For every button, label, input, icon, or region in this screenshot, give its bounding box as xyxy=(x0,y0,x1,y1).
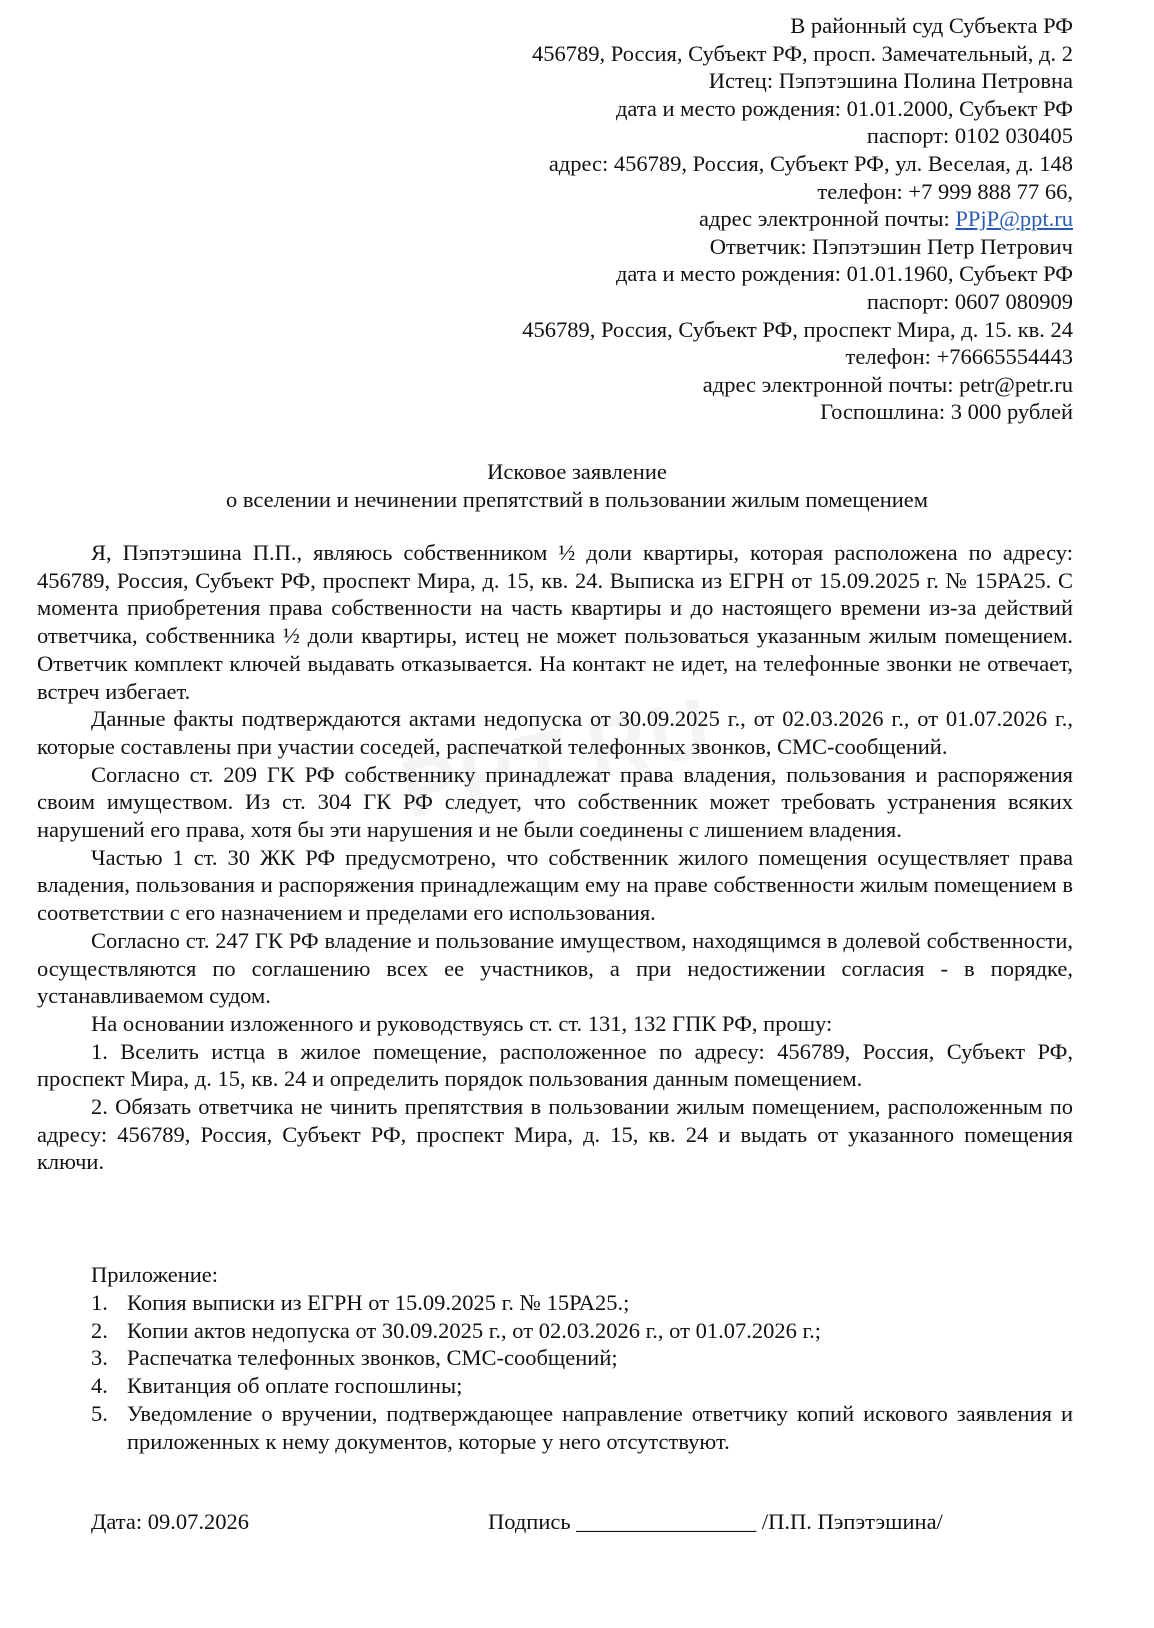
attachment-number: 5. xyxy=(91,1400,108,1426)
request-item: 2. Обязать ответчика не чинить препятствия в пользовании жилым помещением, расположенным по адресу: 456789, Россия, Субъект РФ, проспект Мира, д. 15, кв. 24 и выдать от указанного помещения ключи. xyxy=(37,1094,1073,1175)
paragraph: На основании изложенного и руководствуясь ст. ст. 131, 132 ГПК РФ, прошу: xyxy=(91,1010,833,1036)
subtitle-line: о вселении и нечинении препятствий в пользовании жилым помещением xyxy=(225,487,929,512)
defendant-passport: паспорт: 0607 080909 xyxy=(866,288,1073,314)
plaintiff-email-label: адрес электронной почты: xyxy=(698,206,956,232)
signature-footer xyxy=(0,1508,1154,1538)
attachment-text: Распечатка телефонных звонков, СМС-сообщений; xyxy=(127,1345,618,1371)
addressee-block xyxy=(522,12,1073,426)
court-name: В районный суд Субъекта РФ xyxy=(790,13,1073,38)
attachment-text: Копии актов недопуска от 30.09.2025 г., от 02.03.2026 г., от 01.07.2026 г.; xyxy=(127,1317,822,1343)
attachment-number: 2. xyxy=(91,1317,108,1343)
attachment-item xyxy=(37,1400,1073,1456)
paragraph: Согласно ст. 209 ГК РФ собственнику принадлежат права владения, пользования и распоряжения своим имуществом. Из ст. 304 ГК РФ следует, что собственник может требовать устранения всяких нарушений его права, хотя бы эти нарушения и не были соединены с лишением владения. xyxy=(37,761,1073,843)
attachment-text: Квитанция об оплате госпошлины; xyxy=(127,1373,463,1399)
plaintiff-birth: дата и место рождения: 01.01.2000, Субъект РФ xyxy=(615,95,1073,121)
attachment-item xyxy=(37,1344,1073,1372)
document-date: Дата: 09.07.2026 xyxy=(91,1509,249,1534)
attachment-text: Уведомление о вручении, подтверждающее направление ответчику копий искового заявления и приложенных к нему документов, которые у него отсутствуют. xyxy=(127,1400,1073,1454)
attachment-item xyxy=(37,1289,1073,1317)
attachments-section xyxy=(37,1261,1073,1456)
court-address: 456789, Россия, Субъект РФ, просп. Замечательный, д. 2 xyxy=(531,40,1073,66)
attachments-title: Приложение: xyxy=(91,1262,219,1287)
attachments-list xyxy=(37,1289,1073,1456)
attachment-number: 4. xyxy=(91,1373,108,1399)
request-item: 1. Вселить истца в жилое помещение, расположенное по адресу: 456789, Россия, Субъект РФ, проспект Мира, д. 15, кв. 24 и определить порядок пользования данным помещением. xyxy=(37,1038,1073,1092)
plaintiff-name: Истец: Пэпэтэшина Полина Петровна xyxy=(708,68,1073,94)
defendant-address: 456789, Россия, Субъект РФ, проспект Мира, д. 15. кв. 24 xyxy=(522,316,1073,342)
attachment-item xyxy=(37,1372,1073,1400)
document-title xyxy=(0,458,1154,514)
plaintiff-email-link[interactable]: PPjP@ppt.ru xyxy=(955,206,1073,232)
paragraph: Данные факты подтверждаются актами недопуска от 30.09.2025 г., от 02.03.2026 г., от 01.07.2026 г., которые составлены при участии соседей, распечаткой телефонных звонков, СМС-сообщений. xyxy=(37,706,1073,759)
paragraph: Частью 1 ст. 30 ЖК РФ предусмотрено, что собственник жилого помещения осуществляет права владения, пользования и распоряжения принадлежащим ему на праве собственности жилым помещением в соответствии с его назначением и пределами его использования. xyxy=(37,844,1073,926)
plaintiff-email-line xyxy=(522,205,1073,233)
title-line: Исковое заявление xyxy=(487,459,667,484)
paragraph: Согласно ст. 247 ГК РФ владение и пользование имуществом, находящимся в долевой собственности, осуществляются по соглашению всех ее участников, а при недостижении согласия - в порядке, устанавливаемом судом. xyxy=(37,927,1073,1009)
document-body xyxy=(37,539,1073,1176)
defendant-email: адрес электронной почты: petr@petr.ru xyxy=(702,371,1073,397)
attachment-item xyxy=(37,1317,1073,1345)
attachment-number: 1. xyxy=(91,1289,108,1315)
attachment-text: Копия выписки из ЕГРН от 15.09.2025 г. № 15РА25.; xyxy=(127,1289,630,1315)
paragraph: Я, Пэпэтэшина П.П., являюсь собственником ½ доли квартиры, которая расположена по адресу: 456789, Россия, Субъект РФ, проспект Мира, д. 15, кв. 24. Выписка из ЕГРН от 15.09.2025 г. № 15РА25. С момента приобретения права собственности на часть квартиры и до настоящего времени из-за действий ответчика, собственника ½ доли квартиры, истец не может пользоваться указанным жилым помещением. Ответчик комплект ключей выдавать отказывается. На контакт не идет, на телефонные звонки не отвечает, встреч избегает. xyxy=(37,540,1073,704)
signature-line: Подпись ________________ /П.П. Пэпэтэшина/ xyxy=(488,1509,943,1534)
attachment-number: 3. xyxy=(91,1345,108,1371)
defendant-phone: телефон: +76665554443 xyxy=(845,344,1073,370)
state-fee: Госпошлина: 3 000 рублей xyxy=(820,399,1073,425)
plaintiff-passport: паспорт: 0102 030405 xyxy=(866,123,1073,149)
defendant-birth: дата и место рождения: 01.01.1960, Субъект РФ xyxy=(615,261,1073,287)
defendant-name: Ответчик: Пэпэтэшин Петр Петрович xyxy=(709,233,1073,259)
plaintiff-phone: телефон: +7 999 888 77 66, xyxy=(817,178,1073,204)
plaintiff-address: адрес: 456789, Россия, Субъект РФ, ул. Веселая, д. 148 xyxy=(548,150,1073,176)
